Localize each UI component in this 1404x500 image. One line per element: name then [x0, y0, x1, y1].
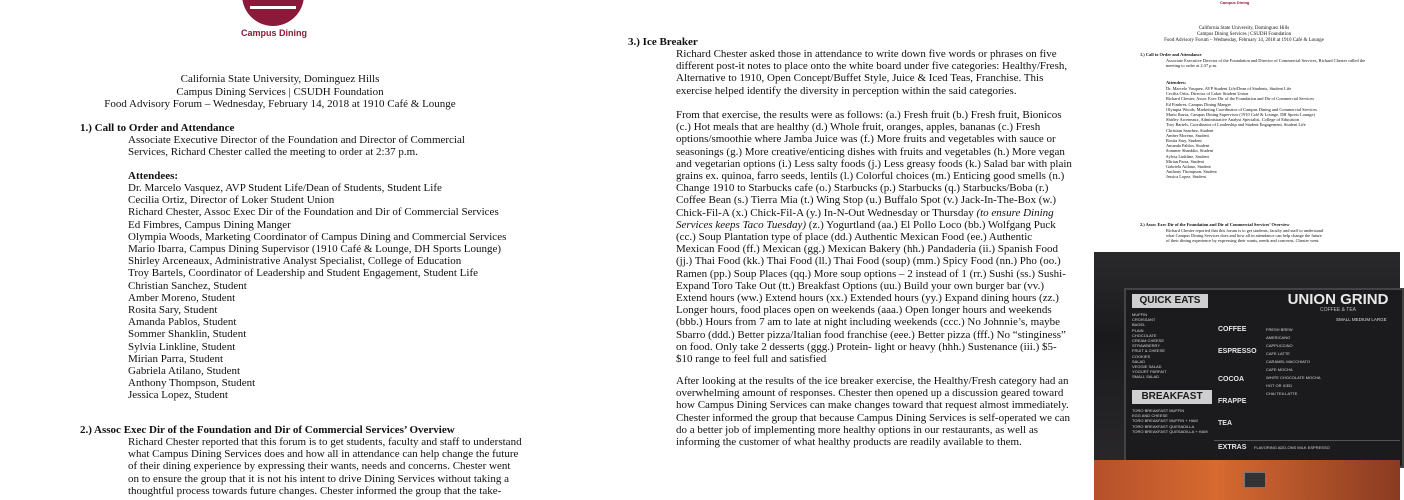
conclusion-line: informing the customer of what healthy products are readily available to them.: [676, 436, 1022, 449]
menu-item: BAGEL: [1132, 322, 1146, 328]
conclusion-line: do a better job of implementing more healthy options in our restaurants, as well as: [676, 423, 1038, 436]
attendee-item: Christian Sanchez, Student: [128, 279, 247, 292]
results-line: and vegetarian options (i.) Less salty foods (j.) Less greasy foods (k.) Salad bar with plain: [676, 157, 1072, 170]
menu-item: CHOCOLATE: [1132, 332, 1157, 338]
menu-item: CAFE MOCHA: [1266, 367, 1293, 372]
results-line: (cc.) Soup Plantation type of place (dd.) Authentic Mexican Food (ee.) Authentic: [676, 231, 1033, 244]
thumbnail-header-line: Food Advisory Forum – Wednesday, February 14, 2018 at 1910 Café & Lounge: [1164, 38, 1324, 43]
results-line: Extend hours (ww.) Extend hours (xx.) Extended hours (yy.) Expand dining hours (zz.): [676, 292, 1059, 305]
menu-item: VEGGIE SALAD: [1132, 364, 1162, 370]
breakfast-title: BREAKFAST: [1132, 390, 1212, 404]
attendee-item: Sylvia Linkline, Student: [128, 340, 236, 353]
attendee-item: Troy Bartels, Coordinator of Leadership and Student Engagement, Student Life: [128, 267, 478, 280]
results-line: From that exercise, the results were as follows: (a.) Fresh fruit (b.) Fresh fruit, Bionicos: [676, 109, 1062, 121]
tv-screen-icon: [1244, 472, 1266, 488]
section-2-title: 2.) Assoc Exec Dir of the Foundation and Dir of Commercial Services’ Overview: [80, 424, 455, 436]
intro-line: Richard Chester asked those in attendance to write down five words or phrases on five: [676, 48, 1057, 60]
menu-item: CARAMEL MACCHIATO: [1266, 359, 1310, 364]
thumbnail-header-line: California State University, Dominguez Hills: [1198, 26, 1290, 31]
attendee-item: Mirian Parra, Student: [128, 352, 224, 365]
results-line: grains ex. quinoa, farro seeds, lentils (l.) Colorful choices (m.) Enticing good smells (n.): [676, 170, 1065, 183]
thumbnail-header-line: Campus Dining Services | CSUDH Foundation: [1196, 32, 1292, 37]
document-page-right: [1094, 0, 1400, 500]
menu-item: MUFFIN: [1132, 312, 1148, 317]
results-line: Mexican Food (ff.) Mexican (gg.) Mexican Bakery (hh.) Pandaderia (ii.) Spanish Food: [676, 243, 1058, 256]
results-line-text: (z.) Yogurtland (aa.) El Pollo Loco (bb.) Wolfgang Puck: [806, 218, 1056, 231]
thumbnail-section-2-line: Richard Chester reported that this forum is to get students, faculty and staff to understand: [1166, 228, 1324, 233]
results-line: on food. Only take 2 desserts (ggg.) Protein- light or heavy (hhh.) Sustenance (iii.) $5-: [676, 340, 1057, 353]
thumbnail-attendee: Christian Sanchez, Student: [1166, 127, 1214, 133]
attendee-item: Amanda Pablos, Student: [128, 316, 237, 329]
attendee-item: Gabriela Atilano, Student: [128, 365, 241, 378]
menu-item: CROISSANT: [1132, 317, 1156, 323]
section-2-line: what Campus Dining Services does and how all in attendance can help change the future: [128, 448, 519, 461]
results-line: Ramen (pp.) Soup Places (qq.) More soup options – 2 instead of 1 (rr.) Sushi (ss.) Sushi-: [676, 267, 1066, 280]
menu-item: CAFE LATTE: [1266, 351, 1290, 356]
ice-breaker-intro: [676, 48, 1068, 97]
document-page-left: [0, 0, 560, 500]
section-2-line: of their dining experience by expressing their wants, needs and concerns. Chester went: [128, 460, 511, 473]
header-line-2: Campus Dining Services | CSUDH Foundation: [176, 85, 384, 98]
thumbnail-attendee: Dr. Marcelo Vasquez, AVP Student Life/Dean of Students, Student Life: [1166, 86, 1292, 91]
thumbnail-attendee: Anthony Thompson, Student: [1166, 169, 1217, 175]
menu-item: STRAWBERRY: [1132, 343, 1161, 349]
thumbnail-attendee: Amber Moreno, Student: [1166, 132, 1209, 138]
results-line: Sbarro (ddd.) Better pizza/Italian food franchise (eee.) Better pizza (fff.) No “stinginess”: [676, 328, 1066, 341]
menu-item: TORO BREAKFAST MUFFIN + HAM: [1132, 418, 1198, 424]
thumbnail-attendee: Cecilia Ortiz, Director of Loker Student Union: [1166, 91, 1249, 97]
results-line: Longer hours, food places open on weekends (aaa.) Open longer hours and weekends: [676, 304, 1052, 317]
thumbnail-section-1-para: Associate Executive Director of the Foundation and Director of Commercial Services, Richard Chester called the meeting to order at 2:37 p.m.: [1166, 58, 1366, 69]
attendee-item: Richard Chester, Assoc Exec Dir of the Foundation and Dir of Commercial Services: [128, 206, 499, 219]
thumbnail-attendee: Amanda Pablos, Student: [1166, 143, 1210, 149]
union-grind-subtitle: COFFEE & TEA: [1319, 307, 1357, 313]
thumbnail-section-2: [1166, 228, 1323, 244]
category-espresso: ESPRESSO: [1218, 348, 1257, 355]
thumbnail-attendee: Olympia Woods, Marketing Coordinator of Campus Dining and Commercial Services: [1166, 106, 1318, 112]
menu-item: CHAI TEA LATTE: [1266, 391, 1298, 396]
thumbnail-section-2-line: of their dining experience by expressing their wants, needs and concerns. Chester went: [1166, 238, 1319, 244]
thumbnail-attendee: Richard Chester, Assoc Exec Dir of the Foundation and Dir of Commercial Services: [1166, 96, 1314, 102]
section-1-paragraph: Associate Executive Director of the Foundation and Director of Commercial Services, Richard Chester called the meeting to order at 2:37 p.m.: [128, 134, 465, 159]
header-line-1: California State University, Dominguez Hills: [180, 73, 380, 85]
quick-eats-items: [1132, 312, 1166, 380]
italic-note-part-2: Services keeps Taco Tuesday): [676, 218, 807, 231]
conclusion-line: how Campus Dining Services can make changes toward that request almost immediately.: [676, 399, 1069, 412]
results-line: Expand Toro Take Out (tt.) Breakfast Options (uu.) Build your own burger bar (vv.): [676, 279, 1045, 292]
attendee-item: Shirley Arceneaux, Administrative Analyst Specialist, College of Education: [128, 255, 462, 268]
thumbnail-section-1-title: 1.) Call to Order and Attendance: [1140, 52, 1202, 57]
attendee-item: Anthony Thompson, Student: [128, 377, 256, 390]
ice-breaker-results: [676, 109, 1072, 366]
results-line-text: Chick-Fil-A (x.) Chick-Fil-A (y.) In-N-Out Wednesday or Thursday: [676, 206, 974, 219]
category-extras: EXTRAS: [1218, 444, 1247, 451]
conclusion-line: After looking at the results of the ice breaker exercise, the Healthy/Fresh category had an: [676, 375, 1069, 387]
section-1-title: 1.) Call to Order and Attendance: [80, 122, 235, 134]
logo-text: Campus Dining: [240, 28, 307, 38]
menu-item: SMALL SALAD: [1132, 374, 1160, 380]
menu-item: CREAM CHEESE: [1132, 338, 1165, 344]
thumbnail-header: [1154, 26, 1334, 44]
page-thumbnail: [1094, 0, 1400, 250]
menu-item: FRESH BREW: [1266, 327, 1293, 332]
ice-breaker-conclusion: [676, 375, 1071, 449]
thumbnail-attendee: Shirley Arceneaux, Administrative Analyst Specialist, College of Education: [1166, 117, 1300, 123]
results-line: seasonings (g.) More creative/enticing dishes with fruits and vegetables (h.) More vegan: [676, 145, 1065, 158]
category-coffee: COFFEE: [1218, 326, 1247, 333]
menu-board: [1124, 288, 1404, 468]
section-2-line: thoughtful process towards future changes. Chester informed the group that the take-: [128, 484, 502, 497]
thumbnail-attendees-title: Attendees:: [1166, 80, 1186, 85]
category-tea: TEA: [1218, 420, 1232, 427]
section-2-paragraph: [128, 436, 522, 497]
menu-item: SALAD: [1132, 358, 1146, 364]
results-line: (bbb.) Hours from 7 am to late at night including weekends (ccc.) No Johnnie’s, maybe: [676, 316, 1060, 329]
attendees-title: Attendees:: [128, 170, 179, 182]
thumbnail-logo-text: Campus Dining: [1220, 0, 1250, 5]
results-line: $10 range to feel full and satisfied: [676, 353, 827, 366]
menu-item: TORO BREAKFAST QUESADILLA + HAM: [1132, 428, 1208, 434]
thumbnail-attendee: Gabriela Atilano, Student: [1166, 164, 1211, 170]
results-line-with-italic: [676, 206, 1054, 219]
attendee-item: Amber Moreno, Student: [128, 291, 236, 304]
drink-items: [1266, 326, 1321, 398]
category-cocoa: COCOA: [1218, 376, 1245, 383]
thumbnail-attendee: Jessica Lopez, Student: [1166, 174, 1206, 180]
menu-item: TORO BREAKFAST MUFFIN: [1132, 408, 1185, 413]
results-line: Change 1910 to Starbucks cafe (o.) Starbucks (p.) Starbucks (q.) Starbucks/Boba (r.): [676, 182, 1049, 195]
category-frappe: FRAPPE: [1218, 398, 1247, 405]
campus-dining-logo-icon: [242, 0, 304, 26]
thumbnail-section-2-line: what Campus Dining Services does and how all in attendance can help change the future: [1166, 233, 1322, 239]
size-headers: SMALL MEDIUM LARGE: [1336, 317, 1387, 322]
attendee-item: Jessica Lopez, Student: [128, 389, 228, 402]
thumbnail-attendee: Mirian Parra, Student: [1166, 158, 1204, 164]
document-header: [100, 73, 460, 111]
italic-note-part-1: (to ensure Dining: [976, 206, 1054, 219]
attendee-item: Dr. Marcelo Vasquez, AVP Student Life/Dean of Students, Student Life: [128, 182, 442, 194]
thumbnail-attendee: Sylvia Linkline, Student: [1166, 153, 1209, 159]
breakfast-items: [1132, 408, 1208, 434]
attendee-item: Mario Ibarra, Campus Dining Supervisor (1910 Café & Lounge, DH Sports Lounge): [128, 243, 502, 256]
conclusion-line: overwhelming amount of responses. Chester then opened up a discussion geared toward: [676, 387, 1064, 400]
attendee-item: Rosita Sary, Student: [128, 304, 218, 317]
results-line: (jj.) Thai Food (kk.) Thai Food (ll.) Thai Food (soup) (mm.) Spicy Food (nn.) Pho (oo.): [676, 255, 1061, 268]
section-2-line: on to ensure the group that it is not his intent to drive Dining Services without taking a: [128, 472, 509, 485]
thumbnail-attendee: Mario Ibarra, Campus Dining Supervisor (1910 Café & Lounge, DH Sports Lounge): [1166, 112, 1315, 118]
attendee-item: Sommer Shanklin, Student: [128, 328, 247, 341]
menu-item: EGG AND CHEESE: [1132, 413, 1168, 419]
menu-item: CAPPUCCINO: [1266, 343, 1293, 348]
document-page-middle: [620, 0, 1072, 500]
results-line-with-italic: [676, 218, 1056, 231]
thumbnail-attendees: [1166, 86, 1317, 180]
quick-eats-title: QUICK EATS: [1132, 294, 1208, 308]
section-2-line: Richard Chester reported that this forum is to get students, faculty and staff to understand: [128, 436, 522, 448]
header-line-3: Food Advisory Forum – Wednesday, February 14, 2018 at 1910 Café & Lounge: [104, 98, 456, 110]
menu-item: FRUIT & CHEESE: [1132, 348, 1166, 354]
section-3-title: 3.) Ice Breaker: [628, 36, 698, 48]
thumbnail-attendee: Ed Fimbres, Campus Dining Manger: [1166, 101, 1231, 107]
union-grind-title: UNION GRIND: [1287, 291, 1389, 308]
menu-item: HOT OR ICED: [1266, 383, 1293, 388]
intro-line: exercise helped identify the diversity in perception within the said categories.: [676, 84, 1017, 97]
menu-item: WHITE CHOCOLATE MOCHA: [1266, 375, 1321, 380]
intro-line: different post-it notes to place onto the white board under five categories: Healthy/Fresh,: [676, 60, 1068, 73]
menu-item: AMERICANO: [1266, 335, 1291, 340]
thumbnail-attendee: Sommer Shanklin, Student: [1166, 148, 1214, 154]
menu-item: COOKIES: [1132, 353, 1151, 359]
attendees-list: [128, 182, 506, 402]
attendee-item: Olympia Woods, Marketing Coordinator of Campus Dining and Commercial Services: [128, 230, 507, 243]
thumbnail-attendee: Rosita Sary, Student: [1166, 138, 1202, 144]
thumbnail-section-2-title: 2.) Assoc Exec Dir of the Foundation and Dir of Commercial Services’ Overview: [1140, 222, 1290, 227]
menu-item: PLAIN: [1132, 327, 1144, 333]
attendee-item: Ed Fimbres, Campus Dining Manger: [128, 218, 291, 231]
results-line: (c.) Hot meals that are healthy (d.) Whole fruit, oranges, apples, bananas (c.) Fresh: [676, 121, 1041, 134]
extras-headers: FLAVORING ADD-ONS MILK ESPRESSO: [1254, 445, 1330, 450]
results-line: Coffee Bean (s.) Tierra Mia (t.) Wing Stop (u.) Buffalo Spot (v.) Jack-In-The-Box (w.): [676, 194, 1056, 207]
thumbnail-attendee: Troy Bartels, Coordinator of Leadership and Student Engagement, Student Life: [1166, 122, 1306, 128]
menu-item: TORO BREAKFAST QUESADILLA: [1132, 423, 1195, 429]
menu-board-photo: [1094, 252, 1400, 500]
results-line: options/smoothie where Jamba Juice was (f.) More fruits and vegetables with sauce or: [676, 133, 1056, 146]
attendee-item: Cecilia Ortiz, Director of Loker Student Union: [128, 194, 335, 207]
intro-line: Alternative to 1910, Open Concept/Buffet Style, Juice & Iced Teas, Franchise. This: [676, 72, 1044, 85]
conclusion-line: Chester informed the group that because Campus Dining Services is self-operated we can: [676, 411, 1071, 424]
menu-item: YOGURT PARFAIT: [1132, 369, 1167, 375]
